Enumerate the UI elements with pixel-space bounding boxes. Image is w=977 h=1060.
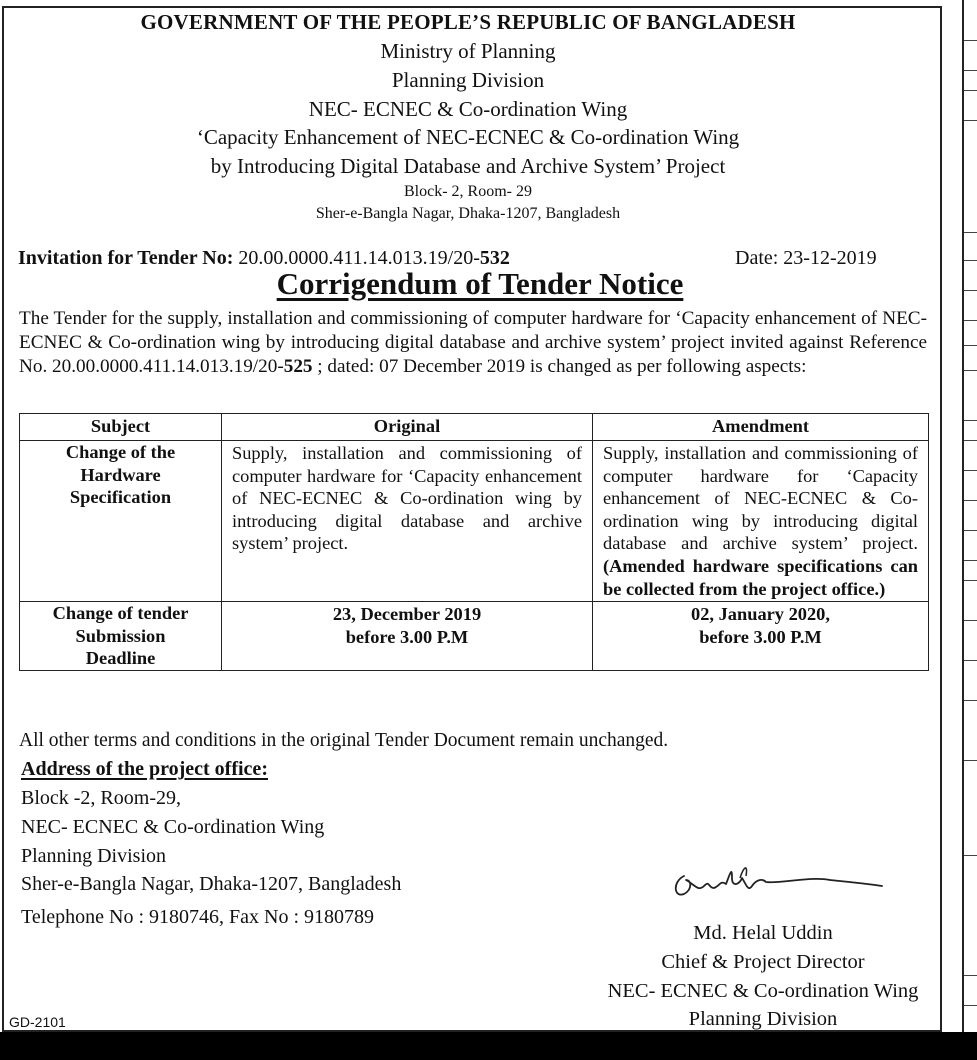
invitation-label: Invitation for Tender No: <box>18 247 234 269</box>
row2-original-date: 23, December 2019 <box>332 604 482 625</box>
address-line-3: Planning Division <box>21 845 167 867</box>
row1-subject: Change of the Hardware Specification <box>20 441 222 602</box>
block-line: Block- 2, Room- 29 <box>404 183 532 200</box>
notice-date: Date: 23-12-2019 <box>735 247 877 269</box>
header-original: Original <box>222 414 593 441</box>
division-line: Planning Division <box>391 68 545 92</box>
address-line-4: Sher-e-Bangla Nagar, Dhaka-1207, Bangladesh <box>21 873 402 895</box>
signatory-wing: NEC- ECNEC & Co-ordination Wing <box>607 980 919 1002</box>
intro-text-end: ; dated: 07 December 2019 is changed as per following aspects: <box>312 356 807 377</box>
scan-bottom-border <box>0 1032 977 1060</box>
table-header-row <box>20 414 929 441</box>
amendment-table <box>19 413 929 671</box>
address-heading: Address of the project office: <box>21 758 268 780</box>
address-line-1: Block -2, Room-29, <box>21 787 181 809</box>
header-amendment: Amendment <box>593 414 929 441</box>
ministry-line: Ministry of Planning <box>380 39 556 63</box>
signatory-name: Md. Helal Uddin <box>693 922 833 944</box>
table-row <box>20 602 929 671</box>
row2-original <box>222 602 593 671</box>
row2-original-time: before 3.00 P.M <box>345 626 469 647</box>
project-line-1: ‘Capacity Enhancement of NEC-ECNEC & Co-ordination Wing <box>196 125 740 149</box>
row1-amendment <box>593 441 929 602</box>
row2-subject: Change of tender Submission Deadline <box>20 602 222 671</box>
intro-text: The Tender for the supply, installation and commissioning of computer hardware for ‘Capacity enhancement of NEC-ECNEC & Co-ordination wing by introducing digital database and archive system’ project invited against Reference No. 20.00.0000.411.14.013.19/20- <box>19 308 927 377</box>
contact-line: Telephone No : 9180746, Fax No : 9180789 <box>21 906 375 928</box>
intro-ref-suffix: 525 <box>283 356 313 377</box>
notice-title: Corrigendum of Tender Notice <box>276 266 684 301</box>
address-line: Sher-e-Bangla Nagar, Dhaka-1207, Bangladesh <box>315 205 621 222</box>
header-subject: Subject <box>20 414 222 441</box>
government-heading: GOVERNMENT OF THE PEOPLE’S REPUBLIC OF BANGLADESH <box>140 10 796 34</box>
ad-code: GD-2101 <box>9 1014 66 1030</box>
wing-line: NEC- ECNEC & Co-ordination Wing <box>308 97 628 121</box>
invitation-ref: 20.00.0000.411.14.013.19/20- <box>238 247 480 269</box>
row1-amendment-text: Supply, installation and commissioning of computer hardware for ‘Capacity enhancement of NEC-ECNEC & Co-ordination wing by introducing digital database and archive system’ project. <box>603 443 918 554</box>
row2-amendment-time: before 3.00 P.M <box>699 626 822 647</box>
adjacent-page-edge <box>962 0 977 1032</box>
address-line-2: NEC- ECNEC & Co-ordination Wing <box>21 816 325 838</box>
row2-amendment <box>593 602 929 671</box>
signatory-title: Chief & Project Director <box>661 951 865 973</box>
terms-note: All other terms and conditions in the original Tender Document remain unchanged. <box>19 730 669 751</box>
invitation-ref-suffix: 532 <box>479 247 510 269</box>
project-line-2: by Introducing Digital Database and Archive System’ Project <box>210 154 726 178</box>
row1-original: Supply, installation and commissioning of computer hardware for ‘Capacity enhancement of NEC-ECNEC & Co-ordination wing by introducing digital database and archive system’ project. <box>222 441 593 602</box>
signature-image <box>670 858 890 908</box>
signatory-division: Planning Division <box>688 1008 838 1030</box>
table-row <box>20 441 929 602</box>
intro-paragraph <box>19 307 927 379</box>
row1-amendment-note: (Amended hardware specifications can be collected from the project office.) <box>603 555 918 599</box>
row2-amendment-date: 02, January 2020, <box>691 604 830 625</box>
